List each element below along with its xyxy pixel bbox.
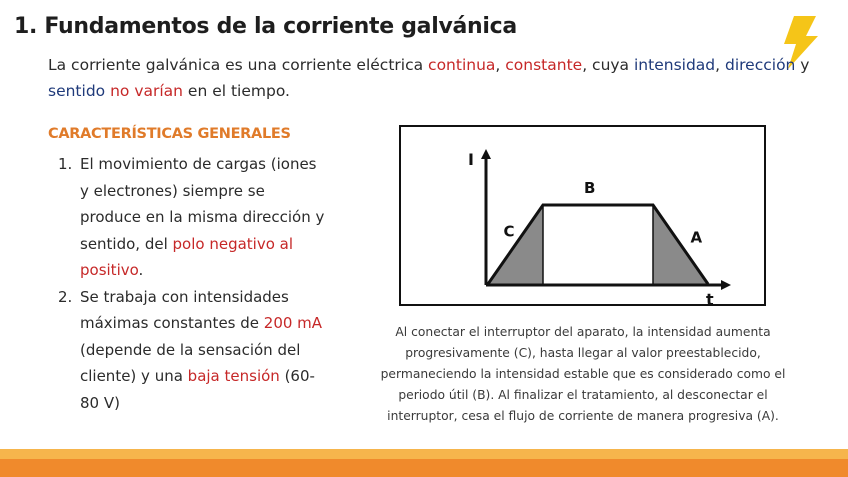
term-continua: continua (428, 56, 496, 74)
footer-band-dark (0, 459, 848, 477)
y-axis-arrow (481, 149, 491, 159)
list-number: 2. (58, 287, 73, 306)
term-intensidad: intensidad (634, 56, 716, 74)
highlight-polo: polo negativo al positivo (80, 234, 294, 279)
list-item: 2. Se trabaja con intensidades máximas constantes de 200 mA (depende de la sensación del cliente) y una baja tensión (60-80 V) (58, 284, 328, 417)
segment-label-b: B (584, 179, 596, 197)
segment-label-a: A (690, 228, 703, 247)
highlight-200ma: 200 mA (263, 314, 323, 332)
chart-caption: Al conectar el interruptor del aparato, la intensidad aumenta progresivamente (C), hasta llegar al valor preestablecido, permaneciendo la intensidad estable que es considerado como el periodo útil (B). Al finalizar el tratamiento, al desconectar el interruptor, cesa el flujo de corriente de manera progresiva (A). (380, 325, 786, 423)
section-heading: CARACTERÍSTICAS GENERALES (48, 126, 291, 142)
x-axis-arrow (721, 280, 731, 290)
list-item: 1. El movimiento de cargas (iones y electrones) siempre se produce en la misma dirección y sentido, del polo negativo al positivo. (58, 151, 328, 284)
term-no-varian: no varían (110, 82, 183, 100)
term-sentido: sentido (48, 82, 106, 100)
current-chart (399, 125, 766, 306)
current-chart-svg (401, 127, 764, 304)
highlight-baja-tension: baja tensión (187, 367, 280, 385)
x-axis-label: t (706, 290, 714, 304)
term-constante: constante (505, 56, 583, 74)
features-list (58, 151, 328, 416)
list-number: 1. (58, 155, 73, 173)
segment-label-c: C (503, 222, 515, 241)
footer-band-light (0, 449, 848, 459)
y-axis-label: I (468, 150, 474, 169)
intro-paragraph: La corriente galvánica es una corriente eléctrica continua, constante, cuya intensidad, dirección y sentido no varían en el tiempo. (48, 56, 810, 100)
page-title: 1. Fundamentos de la corriente galvánica (14, 14, 517, 39)
term-direccion: dirección (725, 56, 796, 74)
